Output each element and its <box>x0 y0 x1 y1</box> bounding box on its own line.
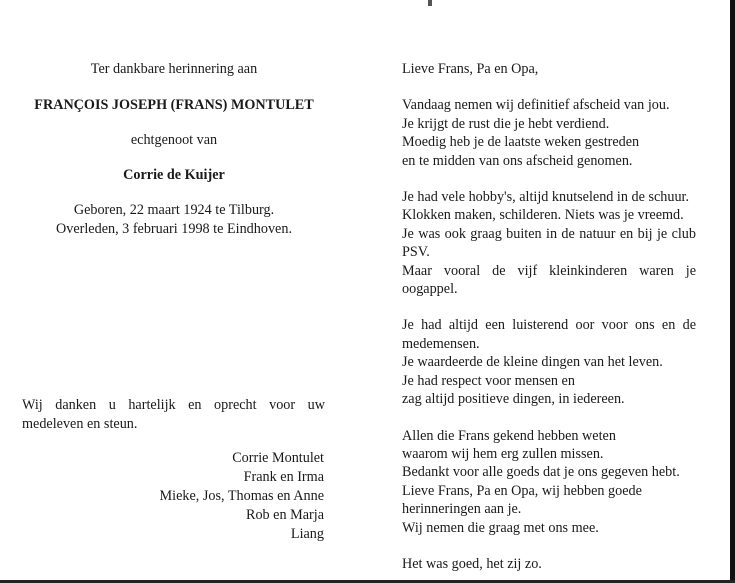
poem-stanza <box>402 188 696 298</box>
poem-line: Lieve Frans, Pa en Opa, wij hebben goede <box>402 482 642 499</box>
poem-stanza <box>402 316 696 408</box>
poem-closing: Het was goed, het zij zo. <box>402 555 542 572</box>
poem-line: Klokken maken, schilderen. Niets was je vreemd. <box>402 207 684 224</box>
relation-text: echtgenoot van <box>130 132 218 148</box>
poem-line: Vandaag nemen wij definitief afscheid van jou. <box>402 97 670 114</box>
poem-line: Allen die Frans gekend hebben weten <box>402 427 616 444</box>
birth-line: Geboren, 22 maart 1924 te Tilburg. <box>73 202 275 218</box>
poem-stanza <box>402 96 696 170</box>
signer: Mieke, Jos, Thomas en Anne <box>159 488 324 504</box>
poem-line: en te midden van ons afscheid genomen. <box>402 152 633 169</box>
poem-line: Je had vele hobby's, altijd knutselend in de schuur. <box>402 189 690 206</box>
scan-mark <box>428 0 432 6</box>
scan-edge-right <box>730 0 735 583</box>
signers-list <box>22 449 324 544</box>
poem-line: Bedankt voor alle goeds dat je ons gegeven hebt. <box>402 464 680 481</box>
spouse-name: Corrie de Kuijer <box>123 167 225 183</box>
poem-column <box>402 60 696 573</box>
deceased-name: FRANÇOIS JOSEPH (FRANS) MONTULET <box>34 97 314 113</box>
death-line: Overleden, 3 februari 1998 te Eindhoven. <box>56 221 292 237</box>
poem-line: Je had altijd een luisterend oor voor ons en de medemensen. <box>402 317 696 352</box>
poem-line: Moedig heb je de laatste weken gestreden <box>402 134 640 151</box>
poem-line: Je was ook graag buiten in de natuur en bij je club PSV. <box>402 225 696 261</box>
poem-stanza <box>402 427 696 537</box>
left-column <box>22 60 326 239</box>
poem-line: Wij nemen die graag met ons mee. <box>402 519 599 536</box>
signer: Liang <box>290 526 324 542</box>
signer: Rob en Marja <box>245 507 324 523</box>
poem-line: zag altijd positieve dingen, in iedereen. <box>402 391 625 408</box>
poem-line: Je krijgt de rust die je hebt verdiend. <box>402 115 610 132</box>
signer: Frank en Irma <box>243 469 324 485</box>
poem-line: Je had respect voor mensen en <box>402 372 575 389</box>
poem-line: Maar vooral de vijf kleinkinderen waren je oogappel. <box>402 262 696 298</box>
poem-line: Je waardeerde de kleine dingen van het leven. <box>402 354 663 371</box>
poem-line: herinneringen aan je. <box>402 501 522 518</box>
poem-greeting: Lieve Frans, Pa en Opa, <box>402 61 539 77</box>
intro-text: Ter dankbare herinnering aan <box>90 61 258 77</box>
signer: Corrie Montulet <box>232 450 324 466</box>
poem-line: waarom wij hem erg zullen missen. <box>402 445 604 462</box>
thanks-text: Wij danken u hartelijk en oprecht voor uw medeleven en steun. <box>22 397 325 432</box>
